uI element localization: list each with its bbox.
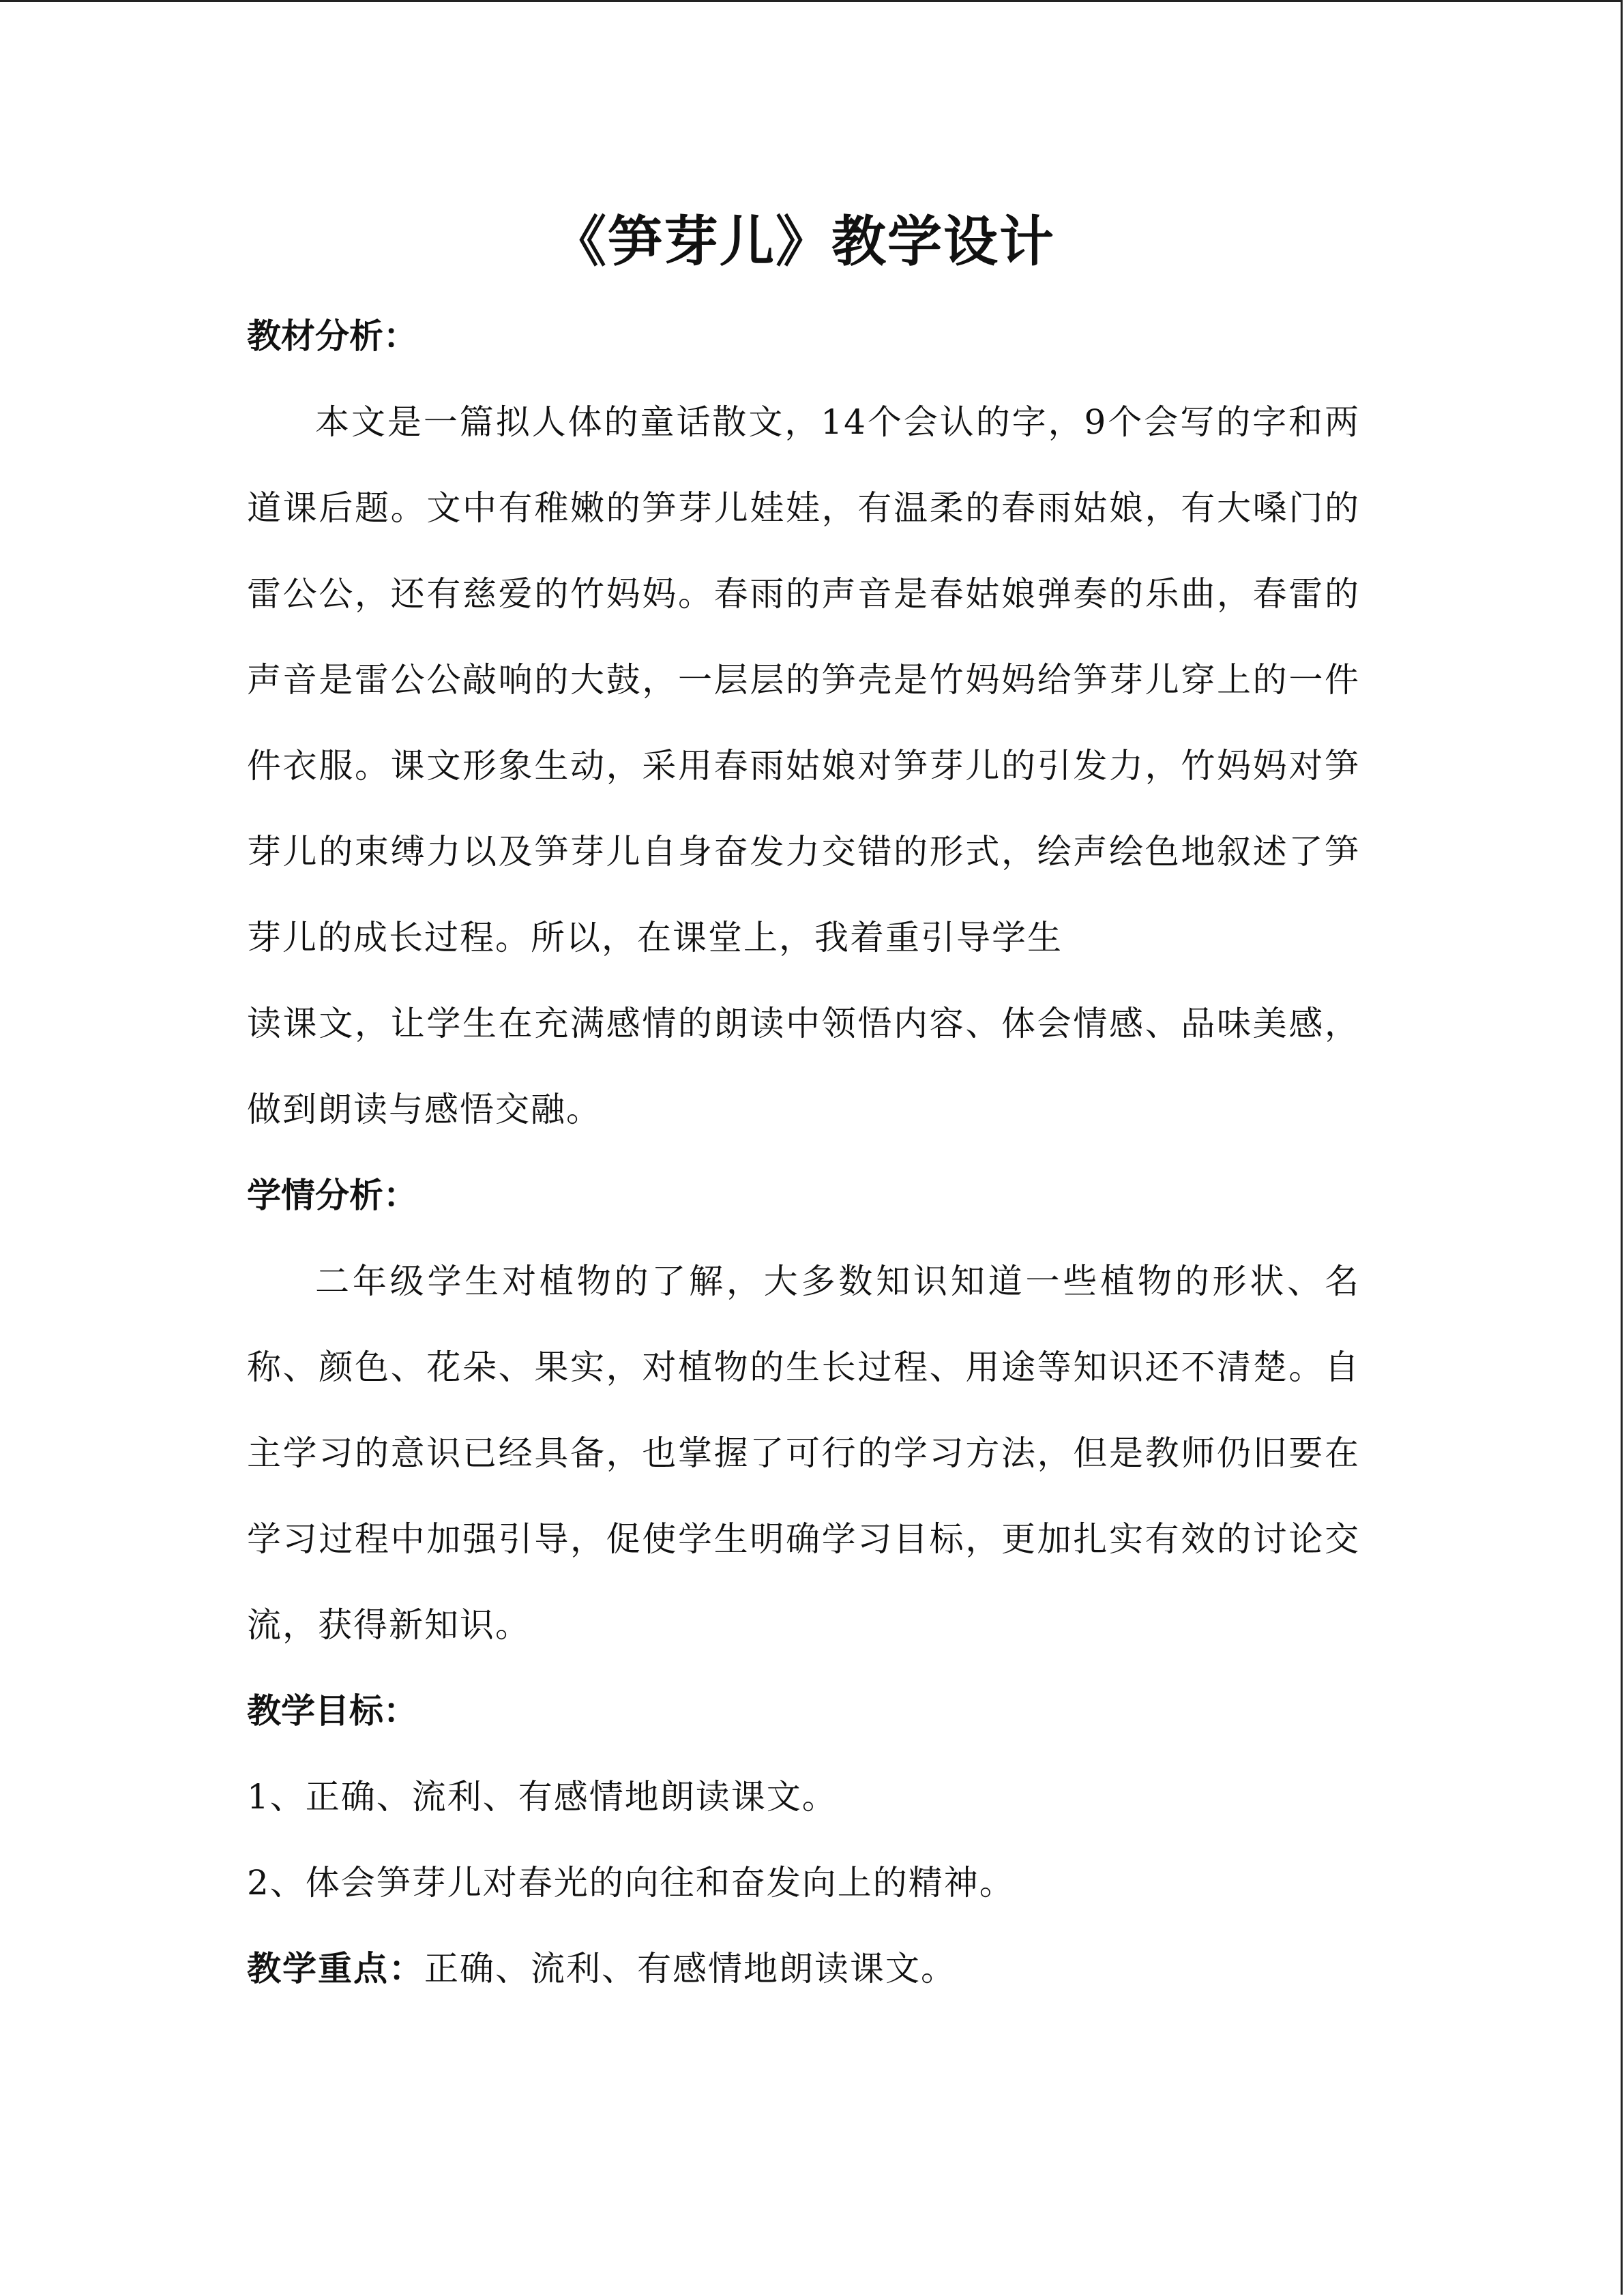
teaching-goal-item: 2、体会笋芽儿对春光的向往和奋发向上的精神。 [247, 1863, 1015, 1903]
teaching-goal-item: 1、正确、流利、有感情地朗读课文。 [247, 1777, 838, 1817]
key-point-text: 正确、流利、有感情地朗读课文。 [424, 1949, 956, 1988]
student-analysis-paragraph: 二年级学生对植物的了解，大多数知识知道一些植物的形状、名称、颜色、花朵、果实，对植物的生长过程、用途等知识还不清楚。自主学习的意识已经具备，也掌握了可行的学习方法，但是教师仍旧要在学习过程中加强引导，促使学生明确学习目标，更加扎实有效的讨论交流，获得新知识。 [247, 1262, 1360, 1645]
document-title: 《笋芽儿》教学设计 [552, 210, 1055, 273]
section-student-analysis [247, 1152, 1360, 1668]
key-point-label: 教学重点： [247, 1949, 424, 1988]
material-analysis-paragraph-2: 读课文，让学生在充满感情的朗读中领悟内容、体会情感、品味美感，做到朗读与感悟交融。 [247, 1004, 1360, 1129]
document-body [247, 198, 1360, 2012]
material-analysis-paragraph-1: 本文是一篇拟人体的童话散文，14个会认的字，9个会写的字和两道课后题。文中有稚嫩的笋芽儿娃娃，有温柔的春雨姑娘，有大嗓门的雷公公，还有慈爱的竹妈妈。春雨的声音是春姑娘弹奏的乐曲，春雷的声音是雷公公敲响的大鼓，一层层的笋壳是竹妈妈给笋芽儿穿上的一件件衣服。课文形象生动，采用春雨姑娘对笋芽儿的引发力，竹妈妈对笋芽儿的束缚力以及笋芽儿自身奋发力交错的形式，绘声绘色地叙述了笋芽儿的成长过程。所以，在课堂上，我着重引导学生 [247, 402, 1360, 957]
section-teaching-goals [247, 1668, 1360, 1926]
student-analysis-heading: 学情分析： [247, 1176, 417, 1215]
section-material-analysis [247, 293, 1360, 1152]
key-point-line [247, 1926, 1360, 2012]
teaching-goals-heading: 教学目标： [247, 1691, 417, 1731]
material-analysis-heading: 教材分析： [247, 316, 417, 356]
section-key-point [247, 1926, 1360, 2012]
